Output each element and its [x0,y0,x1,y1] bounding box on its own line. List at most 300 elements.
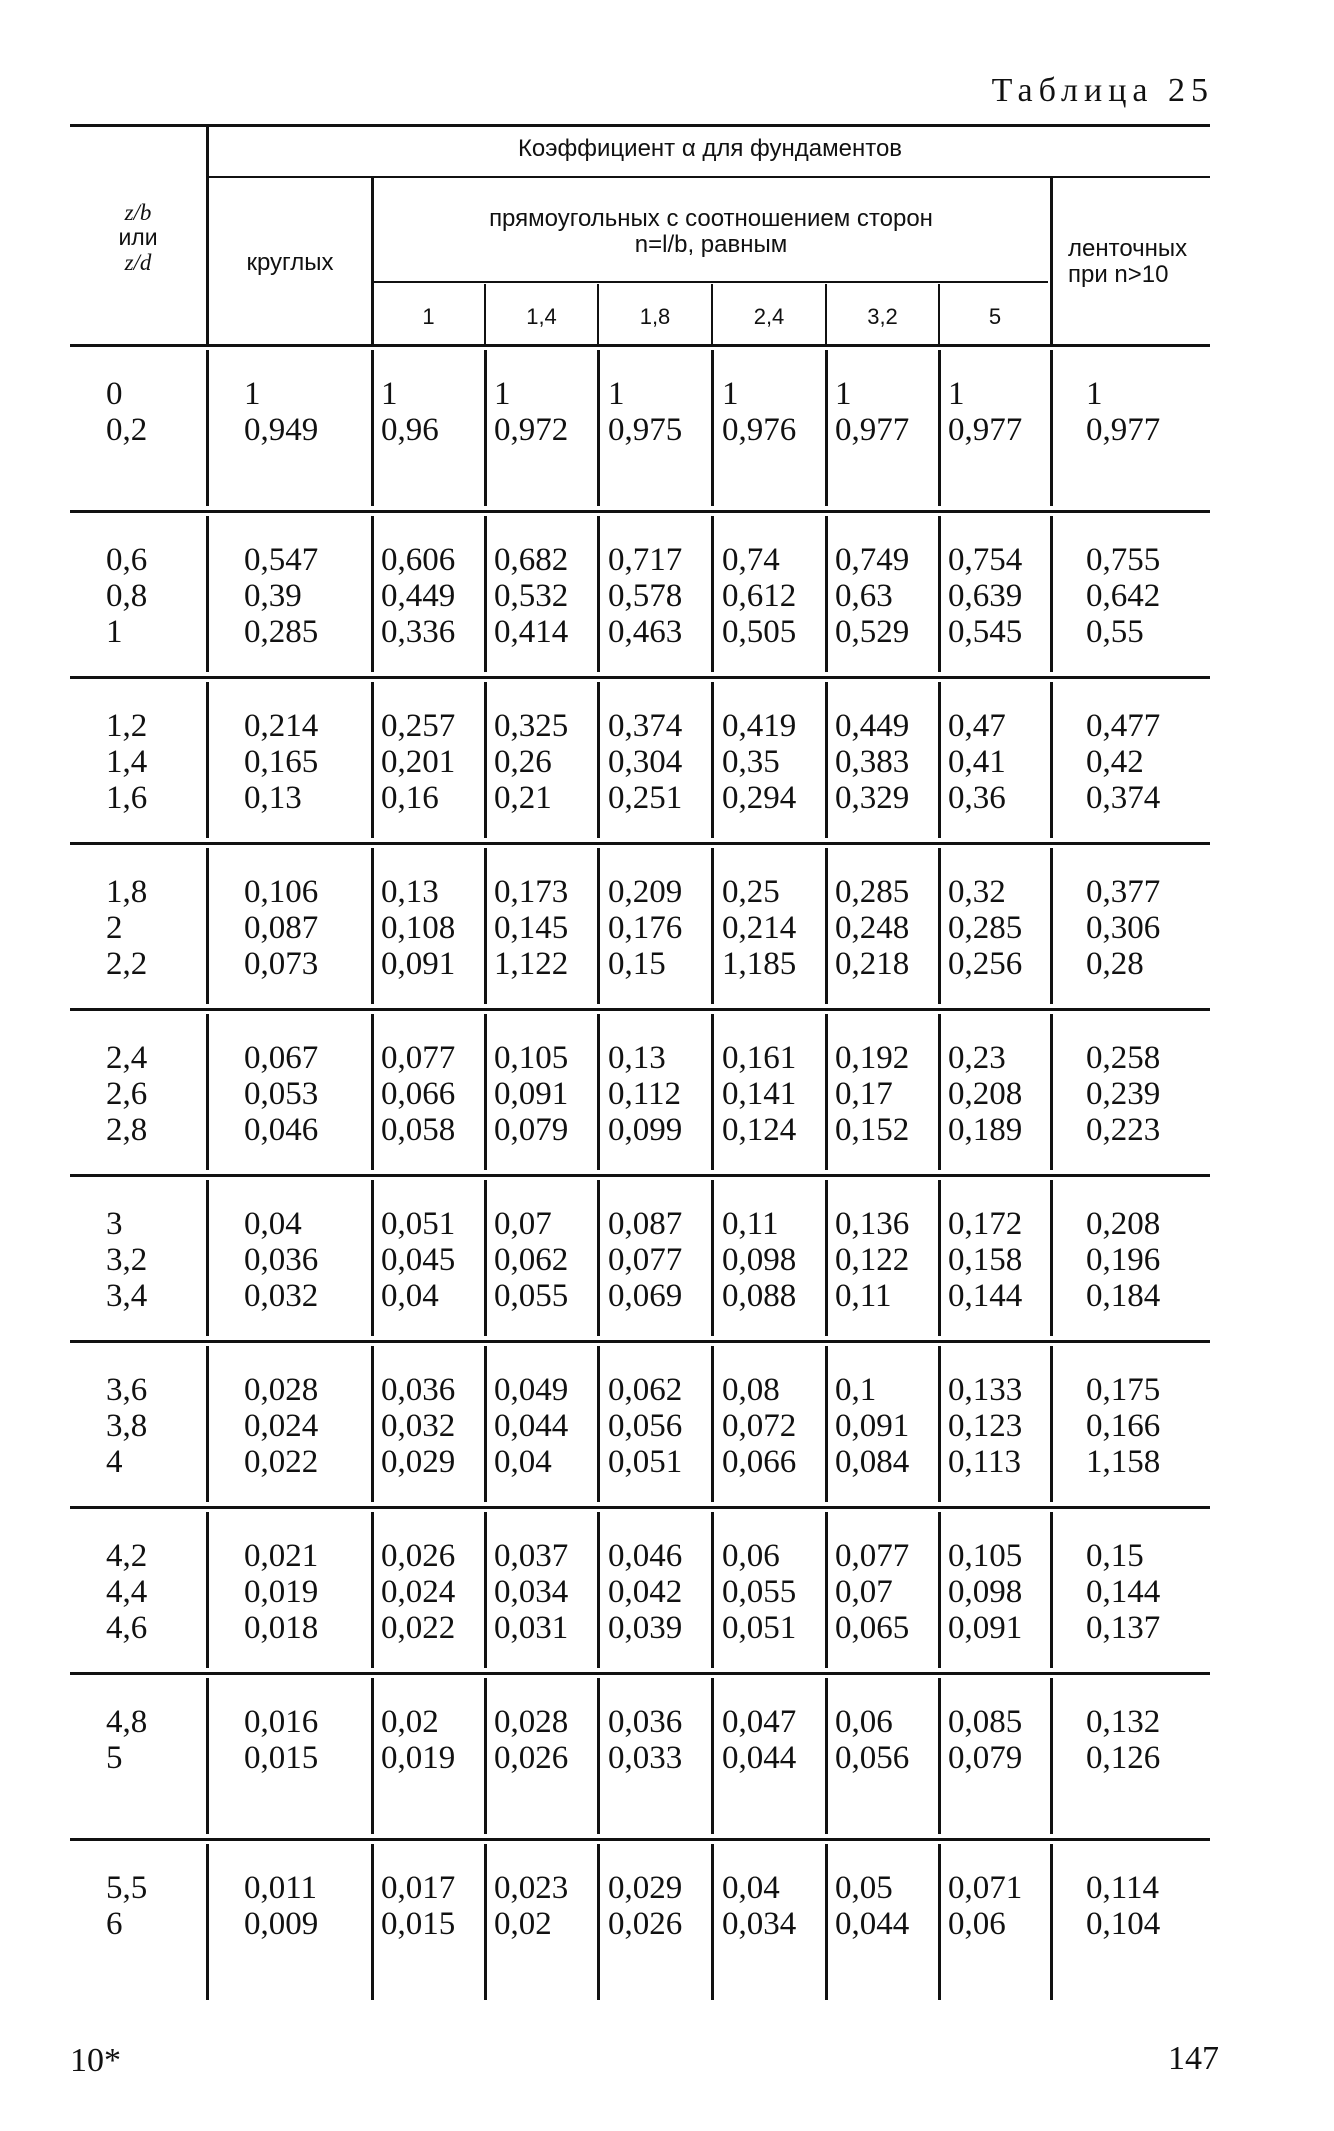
column-rule [371,1844,374,2000]
column-rule [371,682,374,838]
alpha-value-cell: 1 [722,376,739,412]
alpha-value-cell: 0,223 [1086,1112,1161,1148]
alpha-value-cell: 0,069 [608,1278,683,1314]
alpha-value-cell: 0,023 [494,1870,569,1906]
column-rule [1050,1346,1053,1502]
alpha-value-cell: 0,152 [835,1112,910,1148]
depth-ratio-cell: 1,6 [106,780,148,816]
alpha-value-cell: 0,044 [835,1906,910,1942]
depth-ratio-cell: 3 [106,1206,123,1242]
alpha-value-cell: 1 [1086,376,1103,412]
alpha-value-cell: 0,085 [948,1704,1023,1740]
alpha-value-cell: 0,477 [1086,708,1161,744]
depth-ratio-cell: 0,8 [106,578,148,614]
alpha-value-cell: 0,166 [1086,1408,1161,1444]
alpha-value-cell: 0,019 [381,1740,456,1776]
alpha-value-cell: 0,132 [1086,1704,1161,1740]
alpha-value-cell: 0,028 [244,1372,319,1408]
alpha-value-cell: 0,239 [1086,1076,1161,1112]
alpha-value-cell: 0,084 [835,1444,910,1480]
column-rule [1050,848,1053,1004]
alpha-value-cell: 0,977 [835,412,910,448]
alpha-value-cell: 0,028 [494,1704,569,1740]
zb-header [78,200,198,275]
strip-header-line-2: при n>10 [1068,261,1169,288]
alpha-value-cell: 0,374 [608,708,683,744]
alpha-value-cell: 0,172 [948,1206,1023,1242]
alpha-value-cell: 0,16 [381,780,439,816]
column-rule [825,1678,828,1834]
alpha-value-cell: 0,189 [948,1112,1023,1148]
column-rule [825,350,828,506]
alpha-value-cell: 0,144 [948,1278,1023,1314]
ratio-2-4: 2,4 [753,304,785,329]
alpha-value-cell: 0,749 [835,542,910,578]
depth-ratio-cell: 1,4 [106,744,148,780]
alpha-value-cell: 0,079 [948,1740,1023,1776]
column-rule [938,1180,941,1336]
column-rule [711,1346,714,1502]
column-rule [711,1014,714,1170]
alpha-value-cell: 0,976 [722,412,797,448]
alpha-value-cell: 0,977 [948,412,1023,448]
alpha-value-cell: 0,63 [835,578,893,614]
alpha-value-cell: 0,036 [244,1242,319,1278]
alpha-value-cell: 0,285 [835,874,910,910]
column-rule [1050,1180,1053,1336]
group-rule [70,842,1210,845]
column-rule [206,1844,209,2000]
alpha-value-cell: 0,336 [381,614,456,650]
depth-ratio-cell: 1,8 [106,874,148,910]
alpha-value-cell: 0,016 [244,1704,319,1740]
alpha-value-cell: 0,39 [244,578,302,614]
alpha-value-cell: 0,05 [835,1870,893,1906]
column-rule [1050,1014,1053,1170]
header-group-rule [208,176,1210,178]
alpha-value-cell: 0,137 [1086,1610,1161,1646]
alpha-value-cell: 0,066 [722,1444,797,1480]
depth-ratio-cell: 0,2 [106,412,148,448]
column-rule [938,350,941,506]
column-rule [371,848,374,1004]
column-rule [825,1014,828,1170]
column-rule [1050,1512,1053,1668]
group-rule [70,1174,1210,1177]
column-rule [484,1844,487,2000]
alpha-value-cell: 0,039 [608,1610,683,1646]
column-rule [1050,1678,1053,1834]
ratio-5: 5 [988,304,1002,329]
column-rule [597,1014,600,1170]
alpha-value-cell: 0,067 [244,1040,319,1076]
column-rule [597,848,600,1004]
depth-ratio-cell: 5,5 [106,1870,148,1906]
alpha-value-cell: 0,123 [948,1408,1023,1444]
alpha-value-cell: 0,47 [948,708,1006,744]
column-rule [484,350,487,506]
column-rule [371,1678,374,1834]
alpha-value-cell: 0,256 [948,946,1023,982]
alpha-value-cell: 0,642 [1086,578,1161,614]
alpha-value-cell: 0,251 [608,780,683,816]
column-rule [825,682,828,838]
alpha-value-cell: 0,175 [1086,1372,1161,1408]
column-rule [825,1844,828,2000]
alpha-value-cell: 0,547 [244,542,319,578]
column-rule [371,350,374,506]
group-rule [70,1008,1210,1011]
depth-ratio-cell: 3,2 [106,1242,148,1278]
alpha-value-cell: 0,15 [608,946,666,982]
column-rule [597,1346,600,1502]
alpha-value-cell: 0,044 [494,1408,569,1444]
column-rule [206,1180,209,1336]
alpha-value-cell: 0,079 [494,1112,569,1148]
depth-ratio-cell: 4 [106,1444,123,1480]
alpha-value-cell: 0,419 [722,708,797,744]
alpha-value-cell: 0,091 [494,1076,569,1112]
alpha-value-cell: 0,091 [381,946,456,982]
alpha-value-cell: 0,062 [494,1242,569,1278]
alpha-value-cell: 0,612 [722,578,797,614]
column-rule [711,1678,714,1834]
column-rule [484,1678,487,1834]
alpha-value-cell: 0,218 [835,946,910,982]
alpha-value-cell: 0,414 [494,614,569,650]
alpha-value-cell: 0,051 [722,1610,797,1646]
column-rule [938,1014,941,1170]
alpha-value-cell: 0,026 [608,1906,683,1942]
alpha-value-cell: 0,28 [1086,946,1144,982]
column-rule [1050,682,1053,838]
column-rule [371,1512,374,1668]
group-rule [70,676,1210,679]
depth-ratio-cell: 2,4 [106,1040,148,1076]
alpha-value-cell: 0,141 [722,1076,797,1112]
alpha-value-cell: 0,045 [381,1242,456,1278]
column-rule [597,1844,600,2000]
alpha-value-cell: 0,449 [835,708,910,744]
column-rule [597,1512,600,1668]
alpha-value-cell: 0,36 [948,780,1006,816]
alpha-value-cell: 0,034 [722,1906,797,1942]
column-rule [371,1014,374,1170]
column-rule [484,848,487,1004]
alpha-value-cell: 0,214 [722,910,797,946]
alpha-value-cell: 0,755 [1086,542,1161,578]
group-rule [70,1340,1210,1343]
alpha-value-cell: 0,55 [1086,614,1144,650]
column-rule [825,1512,828,1668]
alpha-value-cell: 0,949 [244,412,319,448]
alpha-value-cell: 0,26 [494,744,552,780]
alpha-value-cell: 0,011 [244,1870,318,1906]
alpha-value-cell: 0,077 [608,1242,683,1278]
alpha-value-cell: 0,022 [244,1444,319,1480]
alpha-value-cell: 0,192 [835,1040,910,1076]
column-rule [938,1346,941,1502]
alpha-value-cell: 0,682 [494,542,569,578]
strip-header [1052,236,1238,288]
alpha-value-cell: 0,13 [381,874,439,910]
alpha-value-cell: 0,087 [608,1206,683,1242]
alpha-value-cell: 0,026 [381,1538,456,1574]
column-rule [938,1844,941,2000]
alpha-value-cell: 0,545 [948,614,1023,650]
alpha-value-cell: 0,019 [244,1574,319,1610]
alpha-value-cell: 0,07 [494,1206,552,1242]
alpha-value-cell: 0,024 [244,1408,319,1444]
column-rule [597,350,600,506]
alpha-value-cell: 0,034 [494,1574,569,1610]
depth-ratio-cell: 4,4 [106,1574,148,1610]
depth-ratio-cell: 6 [106,1906,123,1942]
alpha-value-cell: 0,017 [381,1870,456,1906]
alpha-value-cell: 0,108 [381,910,456,946]
alpha-value-cell: 0,055 [494,1278,569,1314]
column-rule [371,516,374,672]
column-rule [371,1180,374,1336]
depth-ratio-cell: 3,8 [106,1408,148,1444]
column-rule [371,1346,374,1502]
column-rule [484,1512,487,1668]
group-rule [70,1672,1210,1675]
alpha-value-cell: 0,104 [1086,1906,1161,1942]
alpha-value-cell: 0,053 [244,1076,319,1112]
column-rule [711,682,714,838]
header-top-rule [70,124,1210,127]
alpha-value-cell: 0,056 [608,1408,683,1444]
column-rule [206,1678,209,1834]
alpha-value-cell: 0,062 [608,1372,683,1408]
alpha-value-cell: 0,051 [381,1206,456,1242]
alpha-value-cell: 0,383 [835,744,910,780]
alpha-value-cell: 0,087 [244,910,319,946]
column-rule [1050,1844,1053,2000]
alpha-value-cell: 0,975 [608,412,683,448]
alpha-value-cell: 0,106 [244,874,319,910]
alpha-value-cell: 0,374 [1086,780,1161,816]
column-rule [711,1180,714,1336]
alpha-value-cell: 0,285 [948,910,1023,946]
alpha-value-cell: 0,06 [835,1704,893,1740]
alpha-value-cell: 0,042 [608,1574,683,1610]
column-rule [484,1346,487,1502]
ratio-1-4: 1,4 [526,304,557,329]
alpha-value-cell: 0,04 [244,1206,302,1242]
column-rule [825,516,828,672]
alpha-value-cell: 0,209 [608,874,683,910]
alpha-value-cell: 1,122 [494,946,569,982]
alpha-value-cell: 0,42 [1086,744,1144,780]
alpha-value-cell: 0,74 [722,542,780,578]
ratio-1-8: 1,8 [639,304,671,329]
group-rule [70,1838,1210,1841]
alpha-value-cell: 0,972 [494,412,569,448]
alpha-value-cell: 0,112 [608,1076,682,1112]
alpha-value-cell: 0,532 [494,578,569,614]
alpha-value-cell: 0,201 [381,744,456,780]
alpha-value-cell: 1,158 [1086,1444,1161,1480]
column-rule [825,1346,828,1502]
alpha-value-cell: 0,044 [722,1740,797,1776]
alpha-value-cell: 0,1 [835,1372,877,1408]
alpha-value-cell: 1 [244,376,261,412]
alpha-value-cell: 0,071 [948,1870,1023,1906]
column-rule [825,1180,828,1336]
alpha-value-cell: 0,325 [494,708,569,744]
alpha-value-cell: 0,105 [494,1040,569,1076]
alpha-value-cell: 0,161 [722,1040,797,1076]
column-rule [484,682,487,838]
group-rule [70,1506,1210,1509]
depth-ratio-cell: 4,2 [106,1538,148,1574]
alpha-value-cell: 0,051 [608,1444,683,1480]
alpha-value-cell: 1 [494,376,511,412]
alpha-value-cell: 0,021 [244,1538,319,1574]
ratio-3-2: 3,2 [867,304,898,329]
alpha-value-cell: 0,033 [608,1740,683,1776]
alpha-value-cell: 0,126 [1086,1740,1161,1776]
alpha-value-cell: 0,145 [494,910,569,946]
zd-label: z/d [124,250,152,275]
alpha-value-cell: 0,037 [494,1538,569,1574]
alpha-value-cell: 0,258 [1086,1040,1161,1076]
ratio-1: 1 [422,304,435,329]
alpha-value-cell: 0,248 [835,910,910,946]
column-rule [1050,516,1053,672]
alpha-value-cell: 0,046 [244,1112,319,1148]
depth-ratio-cell: 0 [106,376,123,412]
alpha-value-cell: 0,032 [381,1408,456,1444]
alpha-value-cell: 0,029 [381,1444,456,1480]
depth-ratio-cell: 2,2 [106,946,148,982]
alpha-value-cell: 0,04 [381,1278,439,1314]
column-rule [711,1844,714,2000]
depth-ratio-cell: 2 [106,910,123,946]
alpha-value-cell: 0,158 [948,1242,1023,1278]
column-rule [206,682,209,838]
alpha-value-cell: 1 [835,376,852,412]
column-rule [938,1512,941,1668]
alpha-value-cell: 0,133 [948,1372,1023,1408]
alpha-value-cell: 0,214 [244,708,319,744]
alpha-value-cell: 0,036 [381,1372,456,1408]
alpha-value-cell: 0,058 [381,1112,456,1148]
header-bottom-rule [70,344,1210,347]
zb-label: z/b [124,200,152,225]
alpha-value-cell: 0,077 [381,1040,456,1076]
alpha-value-cell: 0,114 [1086,1870,1160,1906]
alpha-value-cell: 0,091 [835,1408,910,1444]
column-rule [597,682,600,838]
alpha-value-cell: 0,032 [244,1278,319,1314]
alpha-value-cell: 0,06 [948,1906,1006,1942]
alpha-value-cell: 0,13 [608,1040,666,1076]
alpha-value-cell: 0,088 [722,1278,797,1314]
alpha-value-cell: 0,208 [948,1076,1023,1112]
alpha-value-cell: 0,639 [948,578,1023,614]
alpha-value-cell: 0,96 [381,412,439,448]
alpha-value-cell: 0,065 [835,1610,910,1646]
depth-ratio-cell: 3,6 [106,1372,148,1408]
alpha-value-cell: 0,15 [1086,1538,1144,1574]
alpha-value-cell: 0,144 [1086,1574,1161,1610]
alpha-value-cell: 0,606 [381,542,456,578]
alpha-value-cell: 0,32 [948,874,1006,910]
alpha-value-cell: 0,091 [948,1610,1023,1646]
column-rule [206,1512,209,1668]
alpha-value-cell: 0,036 [608,1704,683,1740]
column-rule [597,516,600,672]
strip-header-line-1: ленточных [1068,235,1188,262]
alpha-value-cell: 0,306 [1086,910,1161,946]
alpha-value-cell: 0,009 [244,1906,319,1942]
alpha-value-cell: 0,022 [381,1610,456,1646]
group-rule [70,510,1210,513]
alpha-value-cell: 0,13 [244,780,302,816]
alpha-value-cell: 0,136 [835,1206,910,1242]
alpha-value-cell: 0,026 [494,1740,569,1776]
column-rule [1050,350,1053,506]
depth-ratio-cell: 3,4 [106,1278,148,1314]
alpha-value-cell: 0,285 [244,614,319,650]
alpha-value-cell: 0,113 [948,1444,1022,1480]
depth-ratio-cell: 1,2 [106,708,148,744]
alpha-value-cell: 0,505 [722,614,797,650]
alpha-value-cell: 0,717 [608,542,683,578]
column-rule [484,1180,487,1336]
table-title: Таблица 25 [991,72,1214,109]
alpha-value-cell: 0,173 [494,874,569,910]
alpha-value-cell: 0,35 [722,744,780,780]
alpha-value-cell: 0,072 [722,1408,797,1444]
alpha-value-cell: 0,25 [722,874,780,910]
alpha-value-cell: 0,208 [1086,1206,1161,1242]
alpha-value-cell: 1,185 [722,946,797,982]
alpha-value-cell: 0,07 [835,1574,893,1610]
alpha-value-cell: 0,23 [948,1040,1006,1076]
alpha-value-cell: 0,105 [948,1538,1023,1574]
alpha-value-cell: 0,21 [494,780,552,816]
header-rect-rule [373,281,1048,283]
alpha-value-cell: 0,04 [494,1444,552,1480]
alpha-value-cell: 0,077 [835,1538,910,1574]
column-rule [938,848,941,1004]
depth-ratio-cell: 2,8 [106,1112,148,1148]
alpha-value-cell: 0,184 [1086,1278,1161,1314]
alpha-value-cell: 0,08 [722,1372,780,1408]
alpha-value-cell: 0,196 [1086,1242,1161,1278]
column-rule [206,1014,209,1170]
alpha-value-cell: 0,056 [835,1740,910,1776]
alpha-value-cell: 0,165 [244,744,319,780]
column-rule [597,1180,600,1336]
alpha-value-cell: 0,018 [244,1610,319,1646]
depth-ratio-cell: 0,6 [106,542,148,578]
depth-ratio-cell: 5 [106,1740,123,1776]
column-rule [597,1678,600,1834]
column-rule [484,1014,487,1170]
alpha-value-cell: 0,031 [494,1610,569,1646]
alpha-value-cell: 0,02 [494,1906,552,1942]
rect-header [373,206,1049,258]
column-rule [484,516,487,672]
alpha-value-cell: 0,122 [835,1242,910,1278]
alpha-value-cell: 0,06 [722,1538,780,1574]
alpha-value-cell: 0,02 [381,1704,439,1740]
